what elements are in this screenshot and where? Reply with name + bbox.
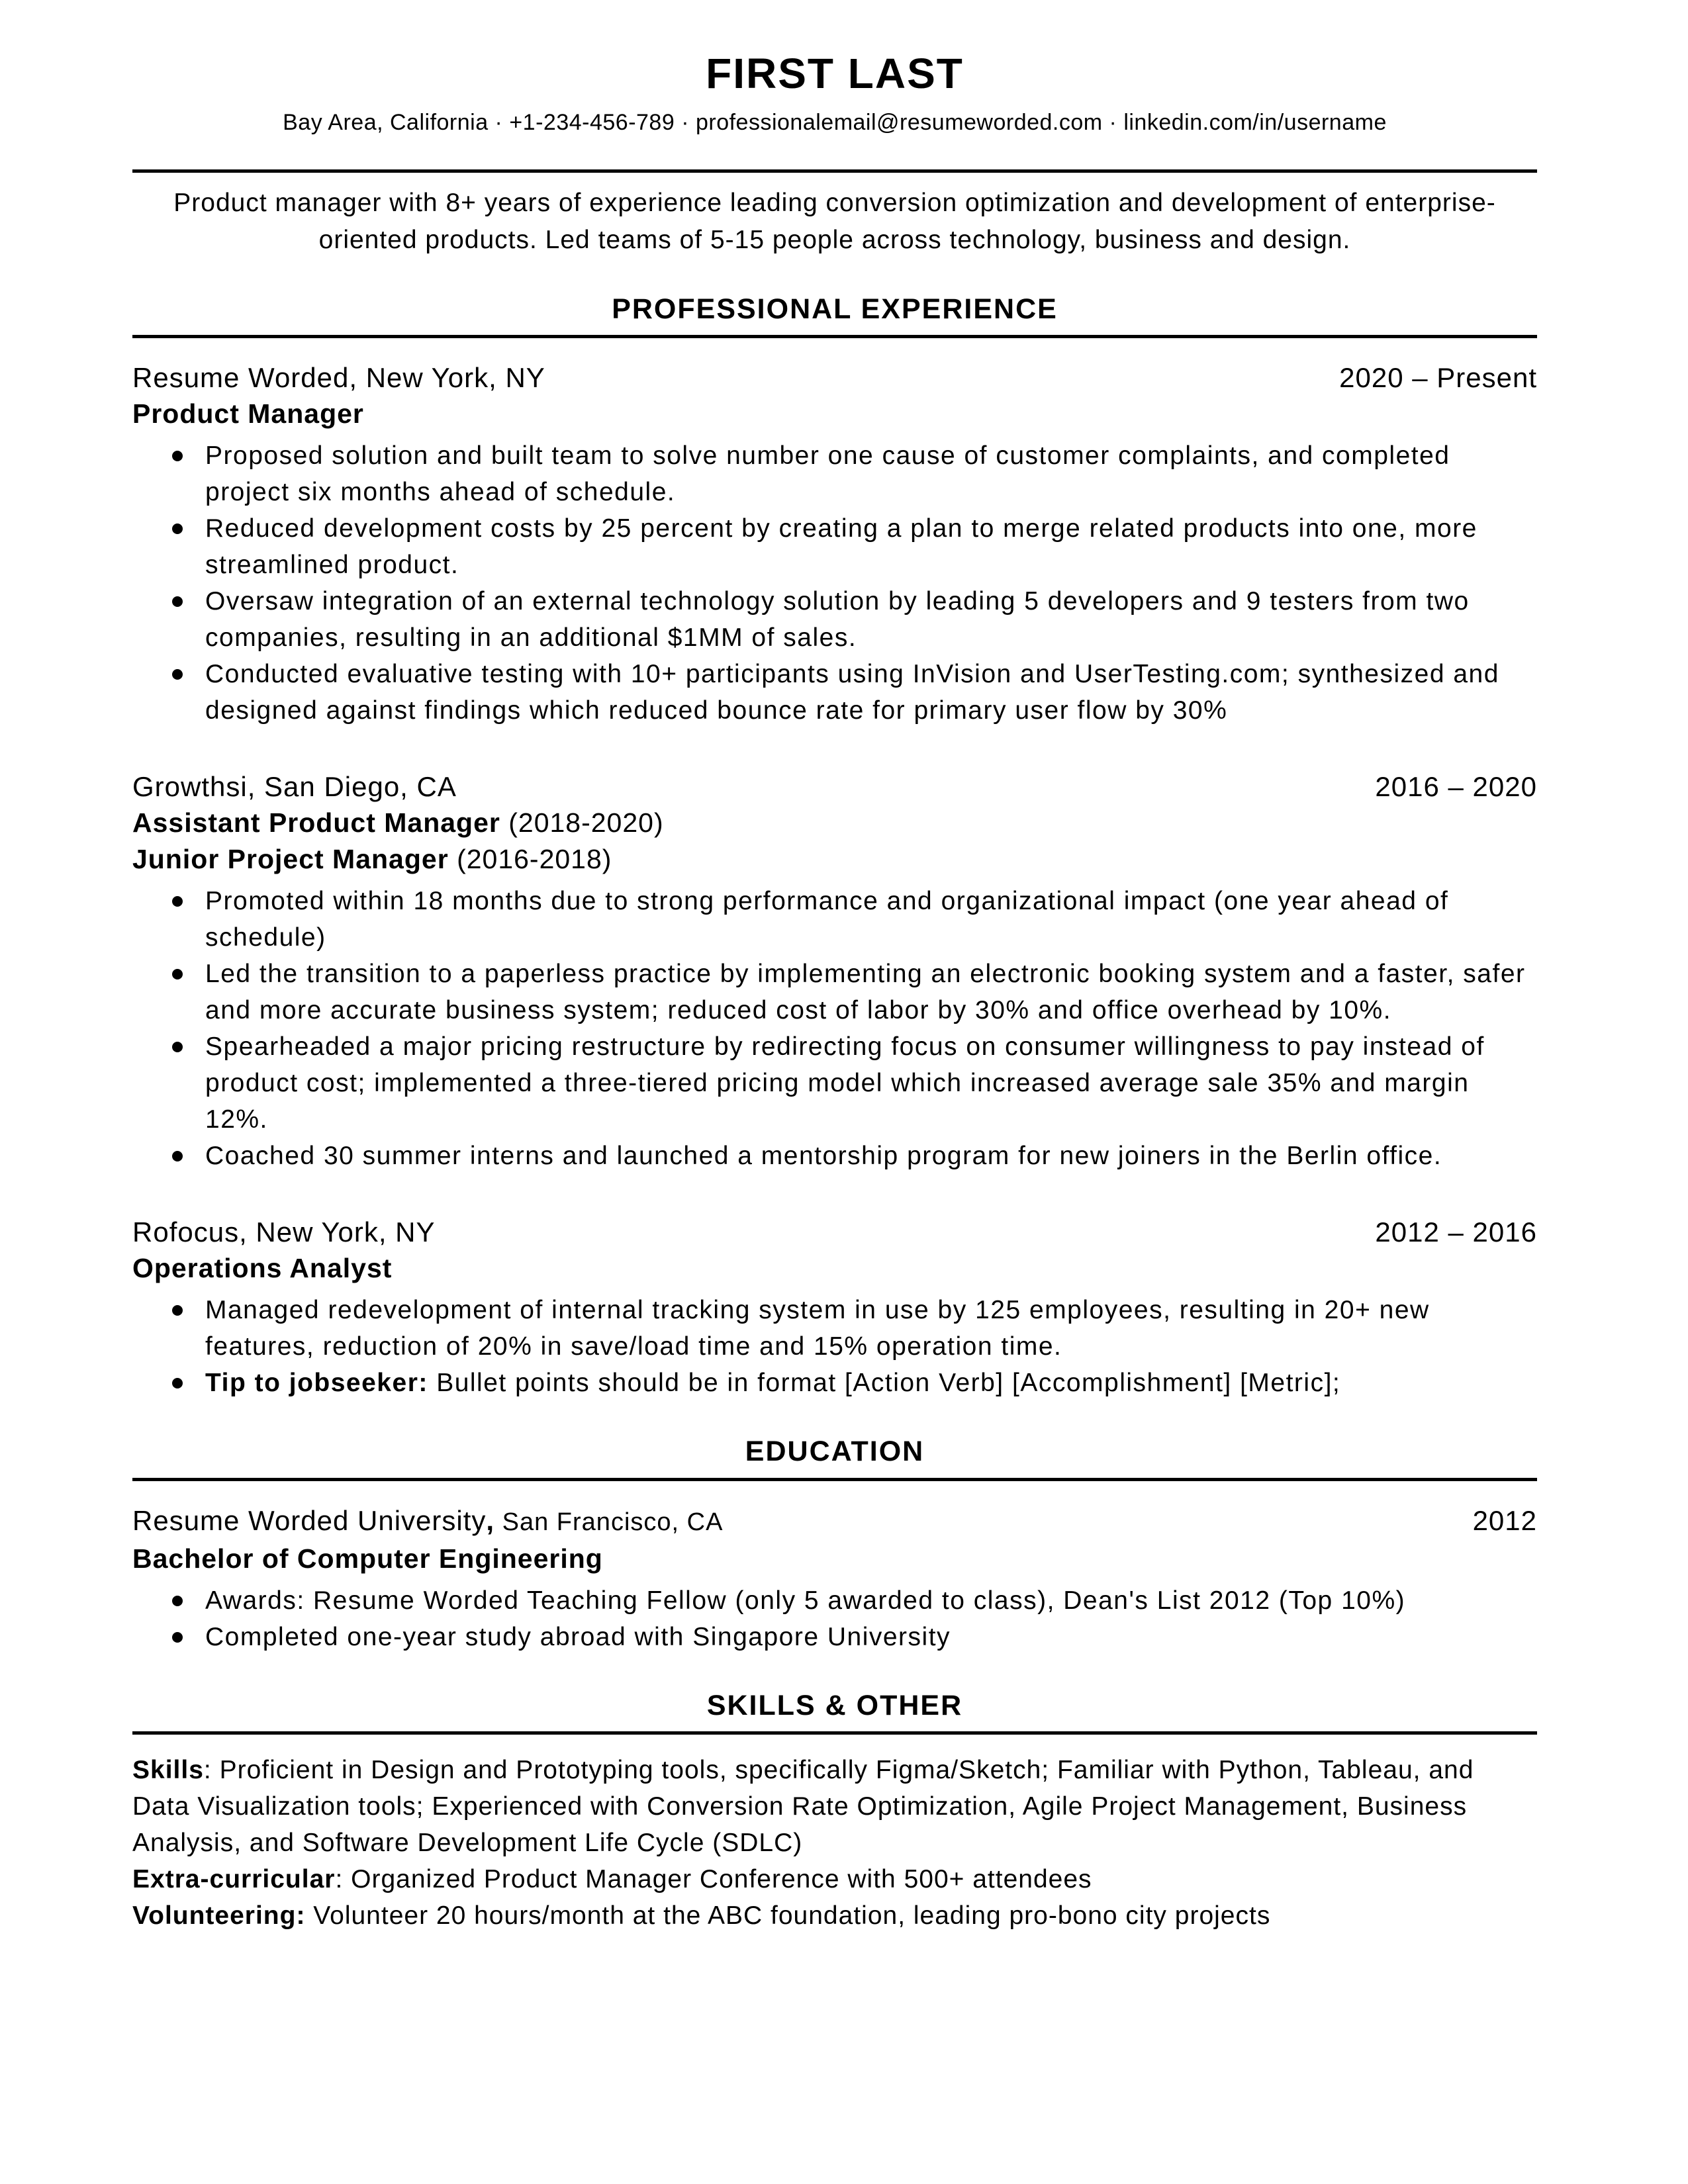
extra-curricular-label: Extra-curricular [132, 1865, 336, 1894]
education-entry-head [132, 1502, 1537, 1541]
bullet-text: Awards: Resume Worded Teaching Fellow (only 5 awarded to class), Dean's List 2012 (Top 10%) [205, 1586, 1406, 1615]
bullet-list [132, 883, 1537, 1174]
bullet-item [132, 656, 1537, 729]
job-entry-head [132, 768, 1537, 805]
bullet-item [132, 583, 1537, 656]
date-range: 2016 – 2020 [1375, 771, 1537, 803]
job-title-bold: Assistant Product Manager [132, 807, 500, 839]
bullet-dot-icon [172, 1305, 183, 1316]
volunteering-line [132, 1897, 1537, 1934]
school-location: San Francisco, CA [494, 1508, 724, 1536]
bullet-bold: Tip to jobseeker: [205, 1369, 428, 1398]
degree [132, 1541, 1537, 1577]
bullet-text: Conducted evaluative testing with 10+ participants using InVision and UserTesting.com; synthesized and designed against findings which reduced bounce rate for primary user flow by 30% [205, 660, 1499, 725]
bullet-text: Proposed solution and built team to solve number one cause of customer complaints, and completed project six months ahead of schedule. [205, 441, 1450, 507]
job-title [132, 1250, 1537, 1287]
bullet-dot-icon [172, 896, 183, 907]
company-name: Rofocus, New York, NY [132, 1216, 436, 1248]
skills-text: : Proficient in Design and Prototyping tools, specifically Figma/Sketch; Familiar with Python, Tableau, and Data Visualization tools; Experienced with Conversion Rate Optimization, Agile Project Management, Business Analysis, and Software Development Life Cycle (SDLC) [132, 1756, 1474, 1858]
bullet-item [132, 1619, 1537, 1655]
bullet-item [132, 510, 1537, 583]
company-name: Growthsi, San Diego, CA [132, 771, 457, 803]
bullet-dot-icon [172, 1596, 183, 1606]
job-title-note: (2016-2018) [448, 844, 612, 875]
section-title-education: EDUCATION [745, 1435, 925, 1468]
bullet-item [132, 883, 1537, 956]
extra-curricular-text: : Organized Product Manager Conference with 500+ attendees [335, 1865, 1092, 1894]
extra-curricular-line [132, 1861, 1537, 1897]
volunteering-text: Volunteer 20 hours/month at the ABC foundation, leading pro-bono city projects [305, 1901, 1271, 1931]
job-entry-rofocus [132, 1214, 1537, 1401]
section-title-experience: PROFESSIONAL EXPERIENCE [612, 293, 1058, 325]
date-range: 2020 – Present [1339, 362, 1537, 394]
job-entry-head [132, 1214, 1537, 1250]
bullet-item [132, 1138, 1537, 1174]
experience-divider [132, 335, 1537, 338]
skills-line [132, 1752, 1537, 1861]
school-name: Resume Worded University [132, 1504, 487, 1536]
job-title-bold: Operations Analyst [132, 1253, 393, 1284]
skills-divider [132, 1731, 1537, 1735]
bullet-text: Led the transition to a paperless practice by implementing an electronic booking system and a faster, safer and more accurate business system; reduced cost of labor by 30% and office overhead by 10%. [205, 960, 1526, 1025]
job-entry-head [132, 359, 1537, 396]
bullet-list [132, 1582, 1537, 1655]
job-title-bold: Junior Project Manager [132, 844, 449, 875]
volunteering-label: Volunteering: [132, 1901, 306, 1931]
job-title-note: (2018-2020) [500, 807, 664, 839]
job-title-bold: Product Manager [132, 398, 364, 430]
bullet-item-tip [132, 1365, 1537, 1401]
summary-text: Product manager with 8+ years of experience leading conversion optimization and development of enterprise-oriented products. Led teams of 5-15 people across technology, business and design. [173, 188, 1496, 254]
job-entry-growthsi [132, 768, 1537, 1174]
bullet-dot-icon [172, 1042, 183, 1052]
bullet-item [132, 1028, 1537, 1138]
bullet-text: Bullet points should be in format [Action Verb] [Accomplishment] [Metric]; [428, 1369, 1341, 1398]
education-entry [132, 1502, 1537, 1655]
date-range: 2012 – 2016 [1375, 1216, 1537, 1248]
school-comma: , [486, 1504, 495, 1536]
bullet-text: Oversaw integration of an external technology solution by leading 5 developers and 9 testers from two companies, resulting in an additional $1MM of sales. [205, 587, 1470, 653]
skills-label: Skills [132, 1756, 204, 1785]
school-line [132, 1502, 723, 1541]
bullet-text: Promoted within 18 months due to strong performance and organizational impact (one year ahead of schedule) [205, 887, 1449, 952]
bullet-dot-icon [172, 523, 183, 534]
bullet-dot-icon [172, 1151, 183, 1161]
bullet-list [132, 1292, 1537, 1401]
bullet-item [132, 1292, 1537, 1365]
bullet-dot-icon [172, 669, 183, 680]
job-entry-resume-worded [132, 359, 1537, 729]
education-date: 2012 [1472, 1504, 1537, 1536]
bullet-dot-icon [172, 451, 183, 461]
bullet-item [132, 1582, 1537, 1619]
bullet-text: Completed one-year study abroad with Singapore University [205, 1622, 951, 1651]
bullet-dot-icon [172, 1378, 183, 1388]
bullet-dot-icon [172, 969, 183, 979]
bullet-text: Coached 30 summer interns and launched a mentorship program for new joiners in the Berlin office. [205, 1142, 1442, 1171]
bullet-text: Managed redevelopment of internal tracking system in use by 125 employees, resulting in 20+ new features, reduction of 20% in save/load time and 15% operation time. [205, 1296, 1430, 1361]
job-title [132, 396, 1537, 432]
bullet-item [132, 437, 1537, 510]
degree-bold: Bachelor of Computer Engineering [132, 1543, 603, 1574]
job-title [132, 841, 1537, 878]
person-name: FIRST LAST [706, 50, 964, 97]
header-divider [132, 169, 1537, 173]
bullet-item [132, 956, 1537, 1028]
bullet-list [132, 437, 1537, 729]
contact-line: Bay Area, California · +1-234-456-789 · professionalemail@resumeworded.com · linkedin.com/in/username [283, 110, 1387, 136]
bullet-text: Spearheaded a major pricing restructure by redirecting focus on consumer willingness to pay instead of product cost; implemented a three-tiered pricing model which increased average sale 35% and margin 12%. [205, 1032, 1485, 1134]
job-title [132, 805, 1537, 841]
bullet-dot-icon [172, 596, 183, 607]
bullet-text: Reduced development costs by 25 percent by creating a plan to merge related products into one, more streamlined product. [205, 514, 1477, 580]
bullet-dot-icon [172, 1632, 183, 1643]
skills-block [132, 1752, 1537, 1934]
section-title-skills: SKILLS & OTHER [706, 1689, 963, 1721]
company-name: Resume Worded, New York, NY [132, 362, 545, 394]
education-divider [132, 1478, 1537, 1481]
